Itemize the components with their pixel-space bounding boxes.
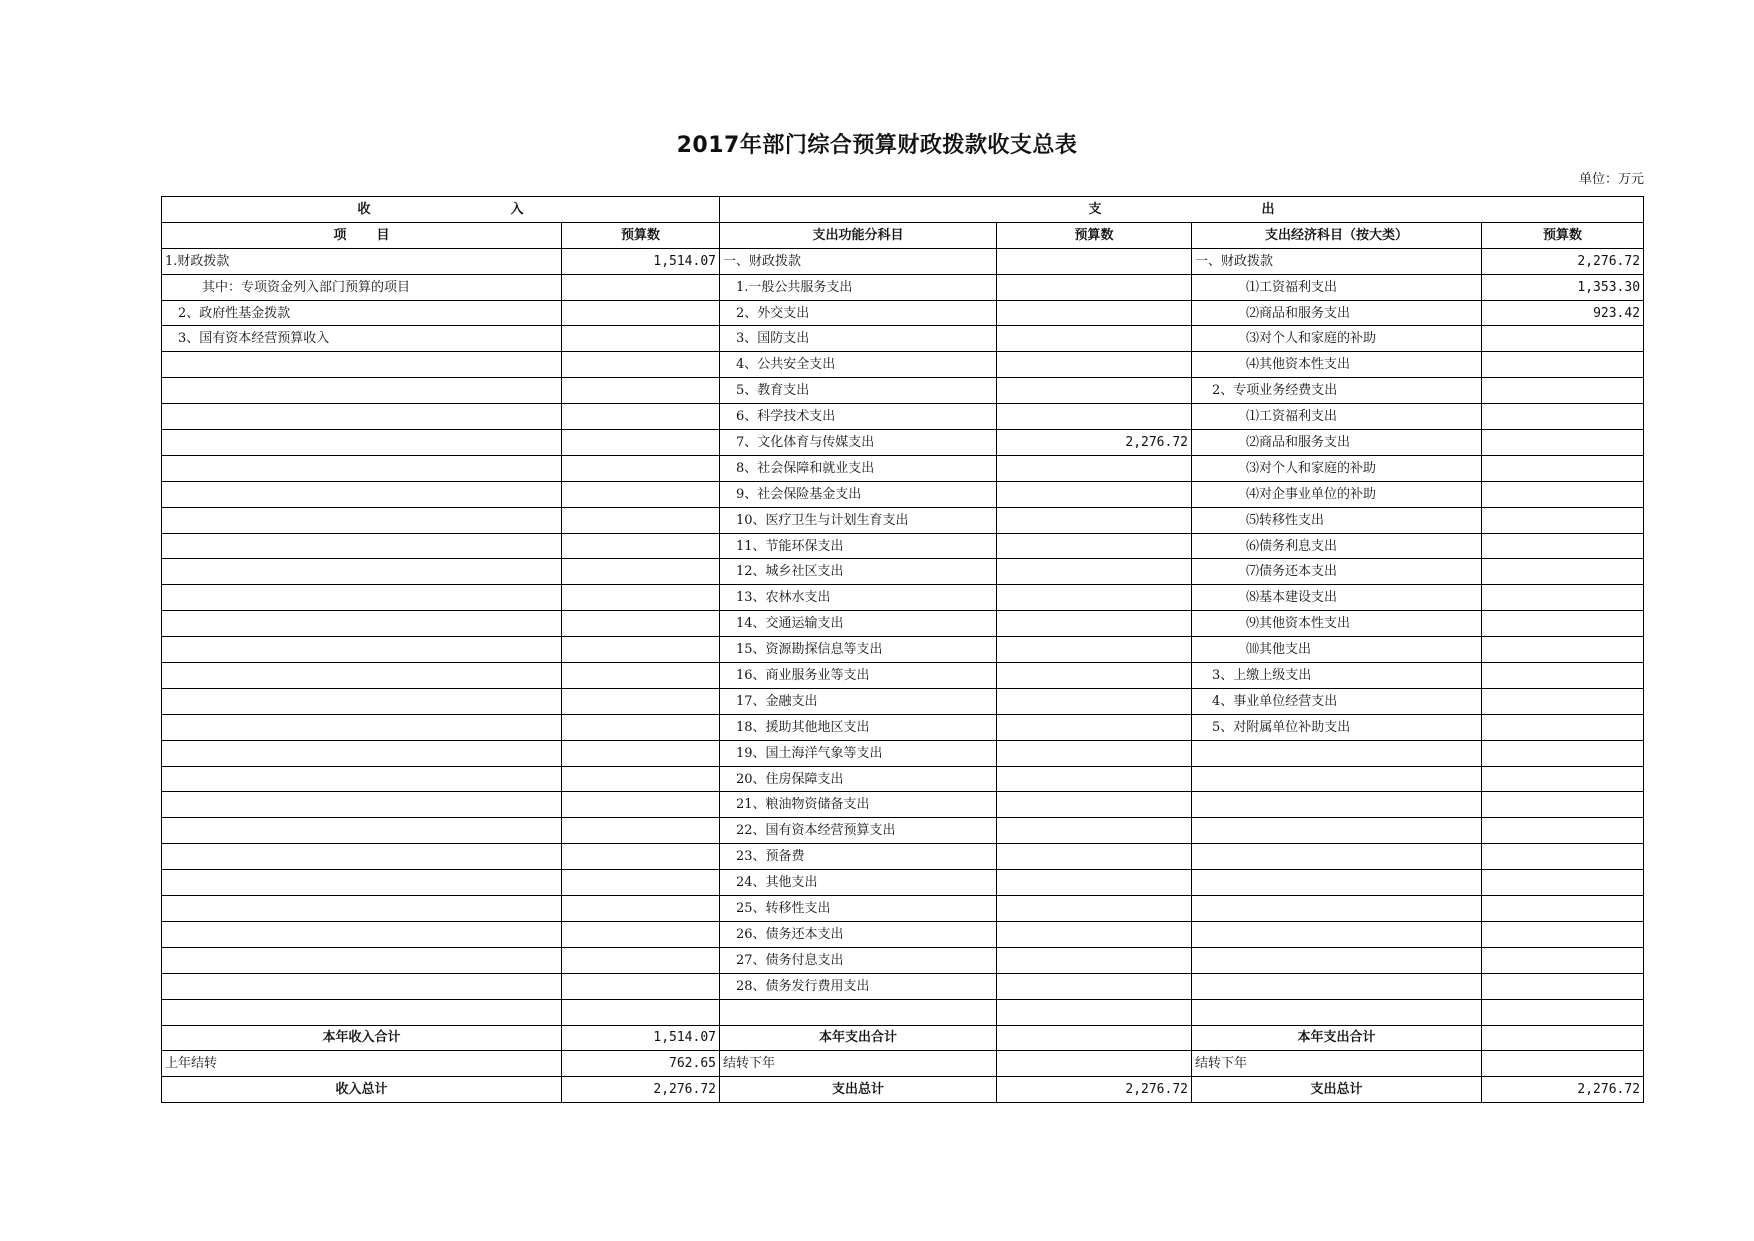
func-item: 9、社会保险基金支出 xyxy=(720,481,997,507)
econ-amount xyxy=(1482,947,1644,973)
func-amount xyxy=(997,663,1192,689)
econ-amount xyxy=(1482,585,1644,611)
income-item xyxy=(162,740,562,766)
income-amount xyxy=(562,921,720,947)
income-item xyxy=(162,507,562,533)
table-row xyxy=(162,481,1644,507)
unit-label: 单位：万元 xyxy=(1578,172,1644,187)
table-row xyxy=(162,999,1644,1025)
income-amount xyxy=(562,973,720,999)
econ-item: ⑹债务利息支出 xyxy=(1192,533,1482,559)
col-header-budget-income: 预算数 xyxy=(562,222,720,248)
income-item xyxy=(162,921,562,947)
func-item: 12、城乡社区支出 xyxy=(720,559,997,585)
table-row xyxy=(162,274,1644,300)
income-item xyxy=(162,352,562,378)
func-item: 25、转移性支出 xyxy=(720,896,997,922)
income-item xyxy=(162,663,562,689)
year-econ-amount xyxy=(1482,1025,1644,1051)
income-amount xyxy=(562,585,720,611)
income-amount xyxy=(562,481,720,507)
col-header-econ: 支出经济科目（按大类） xyxy=(1192,222,1482,248)
income-item xyxy=(162,637,562,663)
carry-in-amount: 762.65 xyxy=(562,1051,720,1077)
table-row xyxy=(162,973,1644,999)
func-amount xyxy=(997,896,1192,922)
func-item: 8、社会保障和就业支出 xyxy=(720,455,997,481)
econ-item: ⑸转移性支出 xyxy=(1192,507,1482,533)
section-header-row xyxy=(162,197,1644,223)
table-row xyxy=(162,896,1644,922)
table-row xyxy=(162,352,1644,378)
income-item: 3、国有资本经营预算收入 xyxy=(162,326,562,352)
income-item xyxy=(162,688,562,714)
table-row xyxy=(162,559,1644,585)
income-item: 2、政府性基金拨款 xyxy=(162,300,562,326)
func-amount xyxy=(997,792,1192,818)
econ-amount xyxy=(1482,973,1644,999)
table-row xyxy=(162,921,1644,947)
income-item xyxy=(162,844,562,870)
econ-item xyxy=(1192,740,1482,766)
table-row xyxy=(162,947,1644,973)
income-item xyxy=(162,455,562,481)
income-item: 1.财政拨款 xyxy=(162,248,562,274)
income-amount xyxy=(562,766,720,792)
econ-amount xyxy=(1482,533,1644,559)
income-section-right: 入 xyxy=(510,201,524,217)
func-amount xyxy=(997,507,1192,533)
table-row xyxy=(162,585,1644,611)
table-row xyxy=(162,766,1644,792)
expense-total-func-label: 支出总计 xyxy=(720,1077,997,1103)
func-amount xyxy=(997,533,1192,559)
year-total-row xyxy=(162,1025,1644,1051)
econ-amount: 2,276.72 xyxy=(1482,248,1644,274)
table-row xyxy=(162,611,1644,637)
income-item xyxy=(162,792,562,818)
econ-amount xyxy=(1482,378,1644,404)
econ-amount: 923.42 xyxy=(1482,300,1644,326)
carry-out-func-amount xyxy=(997,1051,1192,1077)
income-amount xyxy=(562,378,720,404)
expense-total-func-amount: 2,276.72 xyxy=(997,1077,1192,1103)
func-amount xyxy=(997,844,1192,870)
econ-item xyxy=(1192,921,1482,947)
econ-item: 3、上缴上级支出 xyxy=(1192,663,1482,689)
func-amount xyxy=(997,404,1192,430)
page-title: 2017年部门综合预算财政拨款收支总表 xyxy=(676,133,1078,158)
econ-item: ⑵商品和服务支出 xyxy=(1192,430,1482,456)
econ-amount xyxy=(1482,559,1644,585)
income-item: 其中：专项资金列入部门预算的项目 xyxy=(162,274,562,300)
income-total-label: 收入总计 xyxy=(162,1077,562,1103)
econ-amount xyxy=(1482,896,1644,922)
income-amount xyxy=(562,326,720,352)
econ-item: ⑻基本建设支出 xyxy=(1192,585,1482,611)
func-item: 13、农林水支出 xyxy=(720,585,997,611)
income-item xyxy=(162,404,562,430)
func-item: 1.一般公共服务支出 xyxy=(720,274,997,300)
table-row xyxy=(162,507,1644,533)
econ-amount xyxy=(1482,352,1644,378)
table-row xyxy=(162,430,1644,456)
func-item: 6、科学技术支出 xyxy=(720,404,997,430)
econ-item xyxy=(1192,999,1482,1025)
table-row xyxy=(162,688,1644,714)
func-item: 4、公共安全支出 xyxy=(720,352,997,378)
func-item xyxy=(720,999,997,1025)
econ-amount xyxy=(1482,818,1644,844)
econ-item: ⑷其他资本性支出 xyxy=(1192,352,1482,378)
econ-item xyxy=(1192,766,1482,792)
func-amount xyxy=(997,326,1192,352)
econ-item xyxy=(1192,870,1482,896)
col-header-item-a: 项 xyxy=(333,227,347,243)
econ-amount xyxy=(1482,637,1644,663)
income-amount xyxy=(562,818,720,844)
carry-out-econ-amount xyxy=(1482,1051,1644,1077)
table-row xyxy=(162,300,1644,326)
econ-item xyxy=(1192,792,1482,818)
income-amount xyxy=(562,430,720,456)
func-item: 14、交通运输支出 xyxy=(720,611,997,637)
econ-item: ⑷对企事业单位的补助 xyxy=(1192,481,1482,507)
table-row xyxy=(162,792,1644,818)
income-amount xyxy=(562,611,720,637)
econ-item: ⑽其他支出 xyxy=(1192,637,1482,663)
col-header-budget-econ: 预算数 xyxy=(1482,222,1644,248)
year-func-label: 本年支出合计 xyxy=(720,1025,997,1051)
func-amount xyxy=(997,870,1192,896)
income-item xyxy=(162,714,562,740)
func-amount xyxy=(997,274,1192,300)
econ-item: ⑴工资福利支出 xyxy=(1192,274,1482,300)
func-amount xyxy=(997,378,1192,404)
income-item xyxy=(162,999,562,1025)
income-amount xyxy=(562,740,720,766)
func-item: 16、商业服务业等支出 xyxy=(720,663,997,689)
func-item: 一、财政拨款 xyxy=(720,248,997,274)
income-item xyxy=(162,559,562,585)
income-amount xyxy=(562,688,720,714)
func-amount xyxy=(997,740,1192,766)
income-amount xyxy=(562,559,720,585)
func-amount xyxy=(997,248,1192,274)
income-item xyxy=(162,870,562,896)
func-item: 3、国防支出 xyxy=(720,326,997,352)
econ-item: ⑶对个人和家庭的补助 xyxy=(1192,455,1482,481)
econ-amount xyxy=(1482,792,1644,818)
col-header-budget-func: 预算数 xyxy=(997,222,1192,248)
table-row xyxy=(162,663,1644,689)
econ-amount xyxy=(1482,921,1644,947)
income-item xyxy=(162,896,562,922)
econ-amount xyxy=(1482,740,1644,766)
income-amount xyxy=(562,300,720,326)
func-amount: 2,276.72 xyxy=(997,430,1192,456)
year-income-label: 本年收入合计 xyxy=(162,1025,562,1051)
func-item: 23、预备费 xyxy=(720,844,997,870)
year-income-amount: 1,514.07 xyxy=(562,1025,720,1051)
func-amount xyxy=(997,714,1192,740)
carry-in-label: 上年结转 xyxy=(162,1051,562,1077)
func-item: 18、援助其他地区支出 xyxy=(720,714,997,740)
func-item: 21、粮油物资储备支出 xyxy=(720,792,997,818)
income-amount xyxy=(562,896,720,922)
econ-amount xyxy=(1482,999,1644,1025)
income-amount xyxy=(562,714,720,740)
func-item: 19、国土海洋气象等支出 xyxy=(720,740,997,766)
func-amount xyxy=(997,688,1192,714)
econ-item: ⑴工资福利支出 xyxy=(1192,404,1482,430)
econ-amount xyxy=(1482,714,1644,740)
func-amount xyxy=(997,637,1192,663)
expense-total-econ-label: 支出总计 xyxy=(1192,1077,1482,1103)
income-item xyxy=(162,378,562,404)
carry-over-row xyxy=(162,1051,1644,1077)
econ-item xyxy=(1192,844,1482,870)
table-row xyxy=(162,844,1644,870)
econ-amount xyxy=(1482,688,1644,714)
econ-item: ⑶对个人和家庭的补助 xyxy=(1192,326,1482,352)
year-func-amount xyxy=(997,1025,1192,1051)
table-row xyxy=(162,404,1644,430)
table-row xyxy=(162,378,1644,404)
income-item xyxy=(162,533,562,559)
income-amount xyxy=(562,507,720,533)
func-item: 10、医疗卫生与计划生育支出 xyxy=(720,507,997,533)
income-total-amount: 2,276.72 xyxy=(562,1077,720,1103)
col-header-item-b: 目 xyxy=(376,227,390,243)
func-item: 5、教育支出 xyxy=(720,378,997,404)
econ-amount xyxy=(1482,611,1644,637)
income-amount: 1,514.07 xyxy=(562,248,720,274)
col-header-func: 支出功能分科目 xyxy=(720,222,997,248)
func-item: 20、住房保障支出 xyxy=(720,766,997,792)
income-item xyxy=(162,766,562,792)
expense-section-right: 出 xyxy=(1261,201,1275,217)
income-section-header xyxy=(162,197,720,223)
econ-amount xyxy=(1482,404,1644,430)
income-amount xyxy=(562,663,720,689)
econ-item xyxy=(1192,973,1482,999)
econ-amount xyxy=(1482,430,1644,456)
income-amount xyxy=(562,844,720,870)
income-amount xyxy=(562,792,720,818)
econ-item: 4、事业单位经营支出 xyxy=(1192,688,1482,714)
func-amount xyxy=(997,559,1192,585)
econ-amount xyxy=(1482,870,1644,896)
table-row xyxy=(162,818,1644,844)
func-amount xyxy=(997,973,1192,999)
income-item xyxy=(162,947,562,973)
income-amount xyxy=(562,533,720,559)
income-amount xyxy=(562,637,720,663)
econ-amount xyxy=(1482,507,1644,533)
table-row xyxy=(162,533,1644,559)
carry-out-econ-label: 结转下年 xyxy=(1192,1051,1482,1077)
table-row xyxy=(162,326,1644,352)
func-item: 26、债务还本支出 xyxy=(720,921,997,947)
income-amount xyxy=(562,870,720,896)
income-item xyxy=(162,481,562,507)
econ-item: 5、对附属单位补助支出 xyxy=(1192,714,1482,740)
func-item: 27、债务付息支出 xyxy=(720,947,997,973)
income-item xyxy=(162,430,562,456)
expense-section-header xyxy=(720,197,1644,223)
econ-amount xyxy=(1482,326,1644,352)
func-amount xyxy=(997,585,1192,611)
income-item xyxy=(162,585,562,611)
table-row xyxy=(162,637,1644,663)
table-row xyxy=(162,740,1644,766)
func-amount xyxy=(997,481,1192,507)
income-item xyxy=(162,973,562,999)
income-item xyxy=(162,818,562,844)
table-row xyxy=(162,714,1644,740)
econ-amount xyxy=(1482,766,1644,792)
econ-item: 2、专项业务经费支出 xyxy=(1192,378,1482,404)
income-amount xyxy=(562,352,720,378)
func-item: 2、外交支出 xyxy=(720,300,997,326)
func-item: 24、其他支出 xyxy=(720,870,997,896)
econ-amount xyxy=(1482,481,1644,507)
econ-item xyxy=(1192,818,1482,844)
func-item: 28、债务发行费用支出 xyxy=(720,973,997,999)
econ-item: ⑵商品和服务支出 xyxy=(1192,300,1482,326)
func-item: 15、资源勘探信息等支出 xyxy=(720,637,997,663)
func-amount xyxy=(997,766,1192,792)
econ-item: 一、财政拨款 xyxy=(1192,248,1482,274)
grand-total-row xyxy=(162,1077,1644,1103)
income-amount xyxy=(562,404,720,430)
income-amount xyxy=(562,999,720,1025)
income-section-left: 收 xyxy=(357,201,371,217)
func-item: 11、节能环保支出 xyxy=(720,533,997,559)
table-row xyxy=(162,455,1644,481)
econ-item xyxy=(1192,896,1482,922)
func-item: 22、国有资本经营预算支出 xyxy=(720,818,997,844)
econ-amount xyxy=(1482,844,1644,870)
col-header-item xyxy=(162,222,562,248)
carry-out-func-label: 结转下年 xyxy=(720,1051,997,1077)
func-amount xyxy=(997,352,1192,378)
table-row xyxy=(162,248,1644,274)
func-amount xyxy=(997,921,1192,947)
income-amount xyxy=(562,274,720,300)
func-item: 17、金融支出 xyxy=(720,688,997,714)
func-amount xyxy=(997,818,1192,844)
func-amount xyxy=(997,300,1192,326)
column-header-row xyxy=(162,222,1644,248)
income-amount xyxy=(562,947,720,973)
econ-amount xyxy=(1482,455,1644,481)
func-amount xyxy=(997,999,1192,1025)
econ-amount: 1,353.30 xyxy=(1482,274,1644,300)
income-amount xyxy=(562,455,720,481)
func-item: 7、文化体育与传媒支出 xyxy=(720,430,997,456)
econ-item: ⑼其他资本性支出 xyxy=(1192,611,1482,637)
func-amount xyxy=(997,947,1192,973)
income-item xyxy=(162,611,562,637)
econ-item xyxy=(1192,947,1482,973)
expense-section-left: 支 xyxy=(1088,201,1102,217)
econ-item: ⑺债务还本支出 xyxy=(1192,559,1482,585)
year-econ-label: 本年支出合计 xyxy=(1192,1025,1482,1051)
budget-table xyxy=(161,196,1644,1103)
econ-amount xyxy=(1482,663,1644,689)
table-row xyxy=(162,870,1644,896)
expense-total-econ-amount: 2,276.72 xyxy=(1482,1077,1644,1103)
func-amount xyxy=(997,611,1192,637)
func-amount xyxy=(997,455,1192,481)
